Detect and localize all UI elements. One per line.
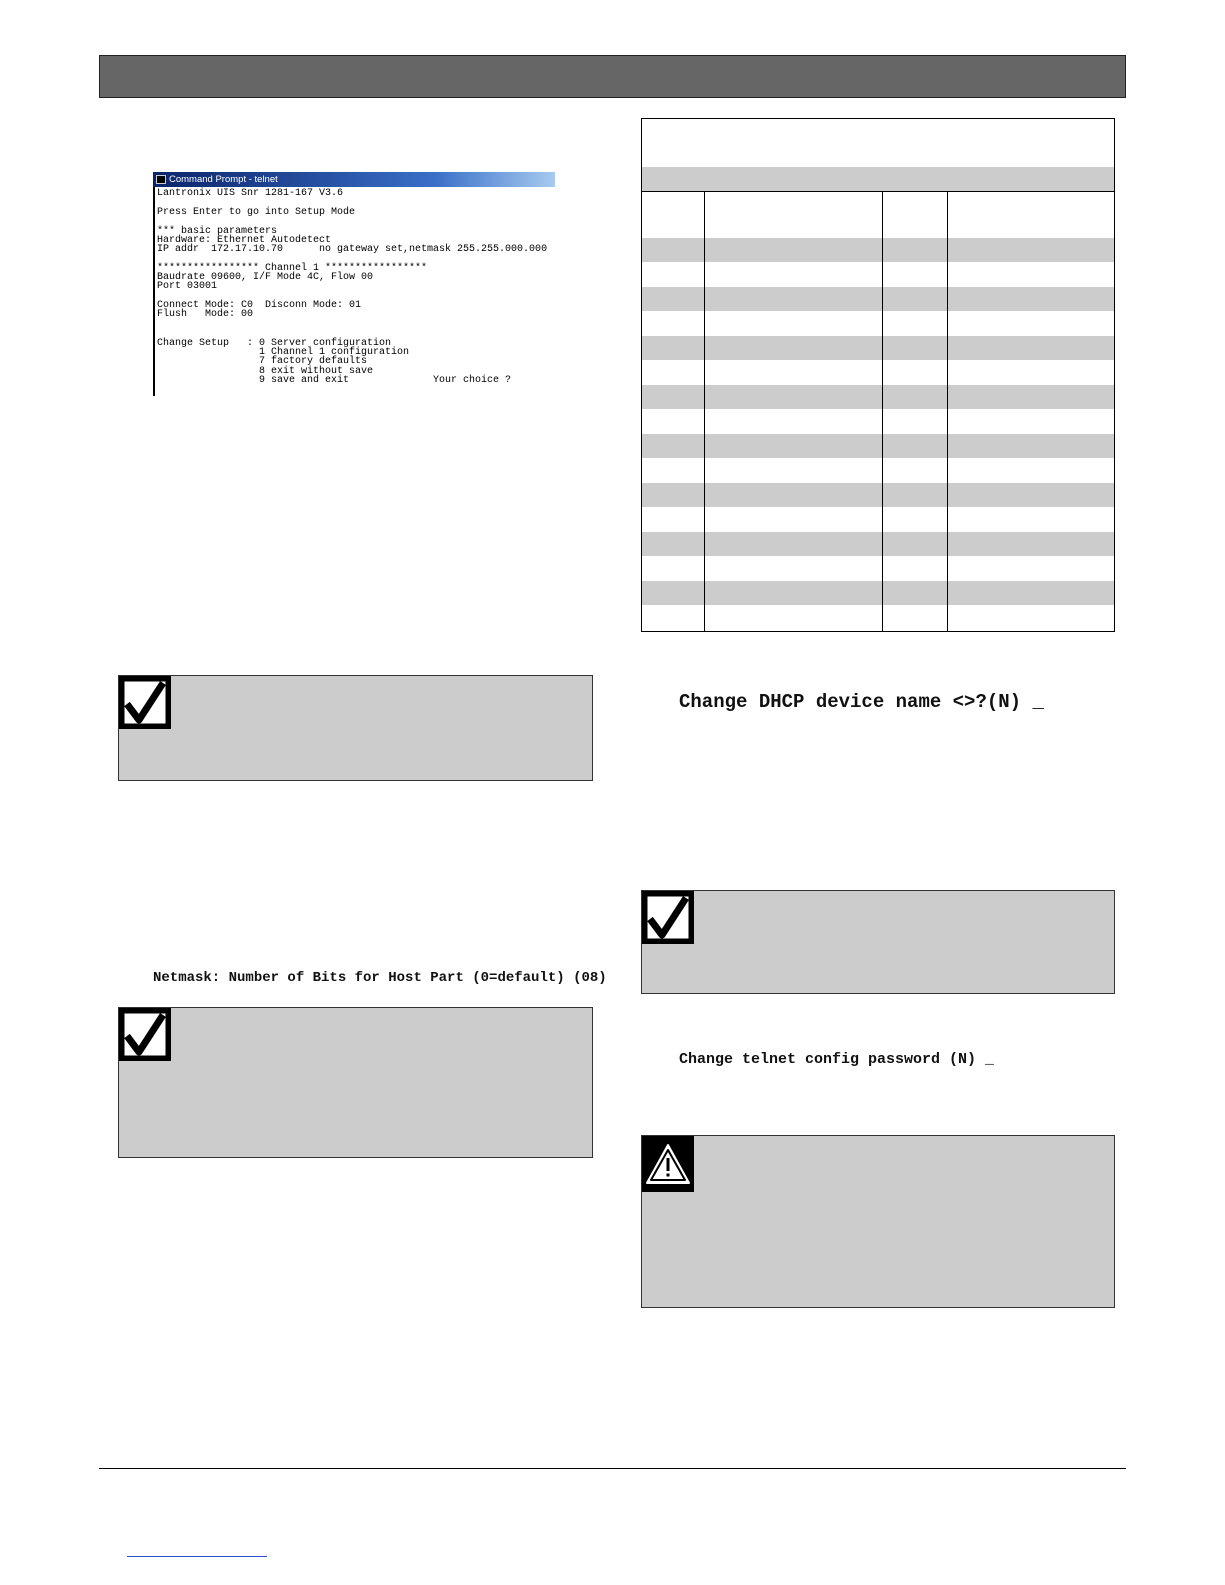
terminal-title: Command Prompt - telnet [169, 174, 278, 185]
terminal-line: Flush Mode: 00 [157, 309, 254, 320]
column-divider [704, 191, 705, 631]
table-row [642, 483, 1114, 507]
terminal-line: Port 03001 [157, 281, 218, 292]
table-band-row [642, 167, 1114, 192]
terminal-line: Lantronix UIS Snr 1281-167 V3.6 [157, 188, 344, 199]
dhcp-prompt: Change DHCP device name <>?(N) _ [679, 691, 1044, 713]
note-box [641, 890, 1115, 994]
table-header-row [642, 191, 1114, 239]
terminal-line: *** basic parameters [157, 226, 278, 237]
table-row [642, 336, 1114, 360]
terminal-line: 1 Channel 1 configuration [157, 347, 410, 358]
terminal-line: 9 save and exit Your choice ? [157, 375, 512, 386]
table-row [642, 556, 1114, 580]
table-title-row [642, 119, 1114, 168]
column-divider [947, 191, 948, 631]
table-row [642, 409, 1114, 433]
note-box [118, 675, 593, 781]
column-divider [882, 191, 883, 631]
note-box [118, 1007, 593, 1158]
table-row [642, 581, 1114, 605]
telnet-screenshot [153, 172, 555, 396]
terminal-line: 8 exit without save [157, 366, 374, 377]
telnet-password-prompt: Change telnet config password (N) _ [679, 1051, 995, 1068]
table-row [642, 287, 1114, 311]
table-row [642, 238, 1114, 262]
table-row [642, 385, 1114, 409]
caution-box [641, 1135, 1115, 1308]
terminal-body [153, 187, 557, 396]
terminal-line: Hardware: Ethernet Autodetect [157, 235, 332, 246]
warning-icon [642, 1136, 694, 1192]
command-prompt-icon [156, 175, 166, 184]
netmask-prompt: Netmask: Number of Bits for Host Part (0=default) (08) [153, 970, 607, 986]
page-header-bar [99, 55, 1126, 98]
table-row [642, 311, 1114, 335]
terminal-line: IP addr 172.17.10.70 no gateway set,netmask 255.255.000.000 [157, 244, 548, 255]
terminal-title-bar [153, 172, 555, 187]
table-row [642, 262, 1114, 286]
footer-link-underline [127, 1556, 267, 1557]
terminal-line: Connect Mode: C0 Disconn Mode: 01 [157, 300, 362, 311]
table-row [642, 458, 1114, 482]
table-row [642, 434, 1114, 458]
terminal-line: Press Enter to go into Setup Mode [157, 207, 356, 218]
terminal-line: ***************** Channel 1 ***************** [157, 263, 428, 274]
table-row [642, 532, 1114, 556]
checkmark-icon [119, 1008, 171, 1061]
table-row [642, 507, 1114, 531]
settings-table [641, 118, 1115, 632]
table-row [642, 360, 1114, 384]
checkmark-icon [642, 891, 694, 944]
terminal-line: 7 factory defaults [157, 356, 368, 367]
table-row [642, 605, 1114, 629]
terminal-line: Baudrate 09600, I/F Mode 4C, Flow 00 [157, 272, 374, 283]
footer-rule [99, 1468, 1126, 1469]
checkmark-icon [119, 676, 171, 729]
terminal-line: Change Setup : 0 Server configuration [157, 338, 392, 349]
